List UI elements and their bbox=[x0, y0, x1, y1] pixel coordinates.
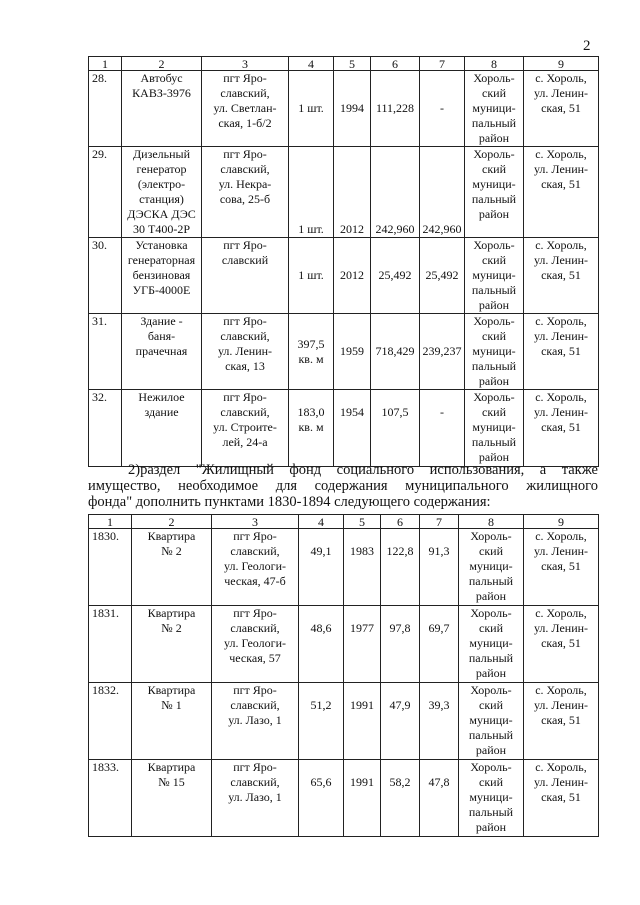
item-name: Квартира № 2 bbox=[132, 606, 212, 683]
column-header: 7 bbox=[420, 515, 459, 529]
property-table-section-1 bbox=[88, 56, 599, 467]
row-number: 31. bbox=[89, 314, 122, 390]
item-name: Квартира № 15 bbox=[132, 760, 212, 837]
paragraph-line: 2)раздел "Жилищный фонд социального использования, а также bbox=[128, 462, 598, 478]
item-district: Хороль- ский муници- пальный район bbox=[459, 760, 524, 837]
row-number: 1830. bbox=[89, 529, 132, 606]
item-quantity: 1 шт. bbox=[289, 71, 334, 147]
item-address: пгт Яро- славский, ул. Светлан- ская, 1-б/2 bbox=[202, 71, 289, 147]
column-header: 7 bbox=[420, 57, 465, 71]
item-quantity: 1 шт. bbox=[289, 147, 334, 238]
item-address: пгт Яро- славский, ул. Геологи- ческая, 47-б bbox=[212, 529, 299, 606]
item-value-col7: 242,960 bbox=[420, 147, 465, 238]
row-number: 29. bbox=[89, 147, 122, 238]
column-header: 9 bbox=[524, 57, 599, 71]
column-header: 6 bbox=[371, 57, 420, 71]
item-name: Здание - баня- прачечная bbox=[122, 314, 202, 390]
item-area: 49,1 bbox=[299, 529, 344, 606]
table-row bbox=[89, 606, 599, 683]
item-year: 1977 bbox=[344, 606, 381, 683]
item-name: Квартира № 1 bbox=[132, 683, 212, 760]
item-address: пгт Яро- славский, ул. Строите- лей, 24-а bbox=[202, 390, 289, 467]
item-location: с. Хороль, ул. Ленин- ская, 51 bbox=[524, 147, 599, 238]
item-location: с. Хороль, ул. Ленин- ская, 51 bbox=[524, 683, 599, 760]
item-name: Дизельный генератор (электро- станция) ДЭСКА ДЭС 30 Т400-2Р bbox=[122, 147, 202, 238]
row-number: 1831. bbox=[89, 606, 132, 683]
item-value-col7: 69,7 bbox=[420, 606, 459, 683]
table-row bbox=[89, 147, 599, 238]
paragraph-line: фонда" дополнить пунктами 1830-1894 следующего содержания: bbox=[88, 494, 491, 510]
item-address: пгт Яро- славский, ул. Геологи- ческая, 57 bbox=[212, 606, 299, 683]
column-header: 3 bbox=[202, 57, 289, 71]
item-quantity: 183,0 кв. м bbox=[289, 390, 334, 467]
item-area: 48,6 bbox=[299, 606, 344, 683]
column-header: 9 bbox=[524, 515, 599, 529]
item-value-col7: 39,3 bbox=[420, 683, 459, 760]
item-district: Хороль- ский муници- пальный район bbox=[459, 529, 524, 606]
item-name: Автобус КАВЗ-3976 bbox=[122, 71, 202, 147]
item-value-col6: 718,429 bbox=[371, 314, 420, 390]
item-value-col6: 111,228 bbox=[371, 71, 420, 147]
column-header: 5 bbox=[344, 515, 381, 529]
item-value-col7: 25,492 bbox=[420, 238, 465, 314]
column-number-header bbox=[89, 515, 599, 529]
item-address: пгт Яро- славский, ул. Ленин- ская, 13 bbox=[202, 314, 289, 390]
row-number: 1832. bbox=[89, 683, 132, 760]
item-district: Хороль- ский муници- пальный район bbox=[465, 147, 524, 238]
item-name: Нежилое здание bbox=[122, 390, 202, 467]
column-header: 4 bbox=[289, 57, 334, 71]
item-value-col6: 97,8 bbox=[381, 606, 420, 683]
item-value-col6: 25,492 bbox=[371, 238, 420, 314]
item-district: Хороль- ский муници- пальный район bbox=[465, 390, 524, 467]
item-district: Хороль- ский муници- пальный район bbox=[465, 238, 524, 314]
item-area: 51,2 bbox=[299, 683, 344, 760]
row-number: 30. bbox=[89, 238, 122, 314]
page-number: 2 bbox=[583, 38, 591, 54]
table-row bbox=[89, 238, 599, 314]
item-location: с. Хороль, ул. Ленин- ская, 51 bbox=[524, 71, 599, 147]
item-year: 1994 bbox=[334, 71, 371, 147]
column-header: 2 bbox=[132, 515, 212, 529]
item-name: Установка генераторная бензиновая УГБ-4000Е bbox=[122, 238, 202, 314]
item-area: 65,6 bbox=[299, 760, 344, 837]
item-year: 2012 bbox=[334, 238, 371, 314]
column-header: 8 bbox=[459, 515, 524, 529]
item-value-col6: 107,5 bbox=[371, 390, 420, 467]
item-location: с. Хороль, ул. Ленин- ская, 51 bbox=[524, 606, 599, 683]
row-number: 32. bbox=[89, 390, 122, 467]
item-location: с. Хороль, ул. Ленин- ская, 51 bbox=[524, 238, 599, 314]
table-row bbox=[89, 529, 599, 606]
column-header: 1 bbox=[89, 57, 122, 71]
column-header: 5 bbox=[334, 57, 371, 71]
paragraph-line: имущество, необходимое для содержания муниципального жилищного bbox=[88, 478, 598, 494]
item-value-col7: 91,3 bbox=[420, 529, 459, 606]
item-location: с. Хороль, ул. Ленин- ская, 51 bbox=[524, 314, 599, 390]
amendment-paragraph bbox=[88, 462, 598, 510]
item-location: с. Хороль, ул. Ленин- ская, 51 bbox=[524, 529, 599, 606]
column-header: 6 bbox=[381, 515, 420, 529]
item-location: с. Хороль, ул. Ленин- ская, 51 bbox=[524, 760, 599, 837]
item-location: с. Хороль, ул. Ленин- ская, 51 bbox=[524, 390, 599, 467]
item-address: пгт Яро- славский, ул. Лазо, 1 bbox=[212, 760, 299, 837]
column-header: 1 bbox=[89, 515, 132, 529]
item-address: пгт Яро- славский, ул. Лазо, 1 bbox=[212, 683, 299, 760]
item-name: Квартира № 2 bbox=[132, 529, 212, 606]
table-row bbox=[89, 314, 599, 390]
item-value-col6: 58,2 bbox=[381, 760, 420, 837]
item-year: 1991 bbox=[344, 683, 381, 760]
item-value-col6: 242,960 bbox=[371, 147, 420, 238]
item-quantity: 1 шт. bbox=[289, 238, 334, 314]
item-value-col7: 239,237 bbox=[420, 314, 465, 390]
item-year: 1991 bbox=[344, 760, 381, 837]
column-header: 8 bbox=[465, 57, 524, 71]
column-header: 4 bbox=[299, 515, 344, 529]
item-district: Хороль- ский муници- пальный район bbox=[459, 683, 524, 760]
item-value-col7: 47,8 bbox=[420, 760, 459, 837]
item-year: 1954 bbox=[334, 390, 371, 467]
table-row bbox=[89, 760, 599, 837]
item-year: 2012 bbox=[334, 147, 371, 238]
item-year: 1959 bbox=[334, 314, 371, 390]
item-district: Хороль- ский муници- пальный район bbox=[465, 314, 524, 390]
row-number: 28. bbox=[89, 71, 122, 147]
item-value-col7: - bbox=[420, 71, 465, 147]
item-value-col6: 122,8 bbox=[381, 529, 420, 606]
item-value-col6: 47,9 bbox=[381, 683, 420, 760]
item-district: Хороль- ский муници- пальный район bbox=[465, 71, 524, 147]
table-row bbox=[89, 683, 599, 760]
table-row bbox=[89, 390, 599, 467]
item-quantity: 397,5 кв. м bbox=[289, 314, 334, 390]
item-district: Хороль- ский муници- пальный район bbox=[459, 606, 524, 683]
table-row bbox=[89, 71, 599, 147]
item-address: пгт Яро- славский, ул. Некра- сова, 25-б bbox=[202, 147, 289, 238]
row-number: 1833. bbox=[89, 760, 132, 837]
housing-fund-table bbox=[88, 514, 599, 837]
column-header: 2 bbox=[122, 57, 202, 71]
item-address: пгт Яро- славский bbox=[202, 238, 289, 314]
column-number-header bbox=[89, 57, 599, 71]
item-year: 1983 bbox=[344, 529, 381, 606]
column-header: 3 bbox=[212, 515, 299, 529]
item-value-col7: - bbox=[420, 390, 465, 467]
